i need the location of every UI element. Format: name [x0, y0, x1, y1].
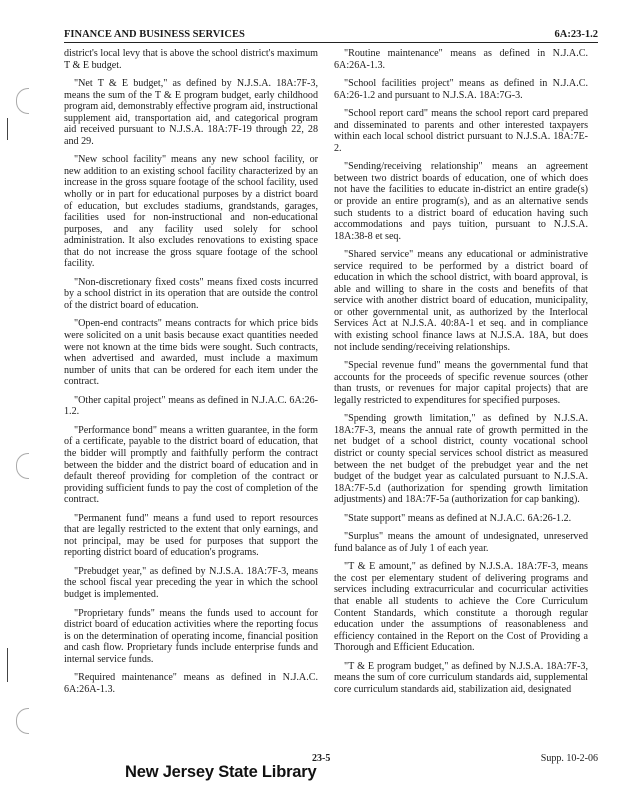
punch-hole-mark [16, 708, 29, 734]
margin-bar [7, 118, 8, 140]
definition-paragraph: "Proprietary funds" means the funds used to account for district board of education activities where the reporting focus is on the determination of operating income, financial position and cash flow. Proprietary funds include enterprise funds and internal service funds. [64, 607, 318, 665]
supplement-date: Supp. 10-2-06 [540, 753, 598, 764]
definition-paragraph: "Surplus" means the amount of undesignated, unreserved fund balance as of July 1 of each year. [334, 531, 588, 554]
definition-paragraph: "New school facility" means any new school facility, or new addition to an existing school facility characterized by an increase in the gross square footage of the school facility, used wholly or in part for educational purposes by a district board of education, but excludes stadiums, grandstands, garages, facilities used for non-instructional and non-educational purposes, and any facility used solely for school administration. It also excludes renovations to existing space that do not increase the gross square footage of the school facility. [64, 154, 318, 270]
left-column [64, 48, 318, 702]
definition-paragraph: "Open-end contracts" means contracts for which price bids were solicited on a unit basis because exact quantities needed were not known at the time bids were sought. Such contracts, when advertised and awarded, must include a maximum number of units that can be ordered for each item under the contract. [64, 318, 318, 388]
punch-hole-mark [16, 453, 29, 479]
definition-paragraph: "Sending/receiving relationship" means an agreement between two district boards of education, one of which does not have the facilities to educate in-district an entire grade(s) or provide an entire program(s), and as an alternative sends such students to a district board of education having such accommodations and pays tuition, pursuant to N.J.S.A. 18A:38-8 et seq. [334, 161, 588, 242]
definition-paragraph: "School report card" means the school report card prepared and disseminated to parents and other interested taxpayers within each local school district pursuant to N.J.S.A. 18A:7E-2. [334, 108, 588, 154]
header-rule [64, 42, 598, 43]
definition-paragraph: "Performance bond" means a written guarantee, in the form of a certificate, payable to the district board of education, that the bidder will promptly and faithfully perform the contract between the bidder and the district board of education and in default thereof providing for completion of the contract or providing sufficient funds to pay the cost of completion of the contract. [64, 424, 318, 506]
definition-paragraph: "Routine maintenance" means as defined in N.J.A.C. 6A:26A-1.3. [334, 48, 588, 71]
definition-paragraph: "T & E amount," as defined by N.J.S.A. 18A:7F-3, means the cost per elementary student of delivering programs and services including extracurricular and cocurricular activities that enable all students to achieve the Core Curriculum Content Standards, which constitute a thorough regular education under the assumptions of reasonableness and efficiency contained in the Report on the Cost of Providing a Thorough and Efficient Education. [334, 561, 588, 654]
definition-paragraph: "School facilities project" means as defined in N.J.A.C. 6A:26-1.2 and pursuant to N.J.S.A. 18A:7G-3. [334, 78, 588, 101]
definition-paragraph: district's local levy that is above the school district's maximum T & E budget. [64, 48, 318, 71]
page-number: 23-5 [312, 753, 331, 764]
definition-paragraph: "Prebudget year," as defined by N.J.S.A. 18A:7F-3, means the school fiscal year preceding the year in which the school budget is implemented. [64, 565, 318, 600]
definition-paragraph: "Other capital project" means as defined in N.J.A.C. 6A:26-1.2. [64, 394, 318, 418]
right-column [334, 48, 588, 702]
definition-paragraph: "Non-discretionary fixed costs" means fixed costs incurred by a school district in its operation that are outside the control of the district board of education. [64, 276, 318, 311]
section-citation: 6A:23-1.2 [554, 29, 598, 40]
section-title: FINANCE AND BUSINESS SERVICES [64, 29, 245, 40]
running-header [64, 29, 598, 43]
punch-hole-mark [16, 88, 29, 114]
library-watermark: New Jersey State Library [125, 763, 317, 781]
margin-bar [7, 648, 8, 682]
definition-paragraph: "Shared service" means any educational or administrative service required to be performed by a district board of education in which the school district, with board approval, is able and willing to share in the costs and benefits of that service with another district board of education, municipality, or other governmental unit, as authorized by the Interlocal Services Act at N.J.S.A. 40:8A-1 et seq. and in compliance with existing school finance laws at N.J.S.A. 18A, but does not include sending/receiving relationships. [334, 249, 588, 353]
definition-paragraph: "Spending growth limitation," as defined by N.J.S.A. 18A:7F-3, means the annual rate of growth permitted in the net budget of a school district, county vocational school district or county special services school district as measured between the net budget of the prebudget year and the net budget of the budget year as calculated pursuant to N.J.S.A. 18A:7F-5.d (authorization for spending growth limitation adjustments) and 18A:7F-5a (authorization for cap banking). [334, 413, 588, 506]
definition-paragraph: "State support" means as defined at N.J.A.C. 6A:26-1.2. [344, 512, 572, 524]
definition-paragraph: "Net T & E budget," as defined by N.J.S.A. 18A:7F-3, means the sum of the T & E program budget, early childhood program aid, demonstrably effective program aid, instructional supplement aid, transportation aid, and categorical program aid received pursuant to N.J.S.A. 18A:7F-19 through 22, 28 and 29. [64, 78, 318, 147]
definition-paragraph: "Permanent fund" means a fund used to report resources that are legally restricted to the extent that only earnings, and not principal, may be used for purposes that support the reporting district board of education's programs. [64, 512, 318, 559]
definition-paragraph: "T & E program budget," as defined by N.J.S.A. 18A:7F-3, means the sum of core curriculum standards aid, supplemental core curriculum standards aid, stabilization aid, designated [334, 660, 588, 695]
definition-paragraph: "Special revenue fund" means the governmental fund that accounts for the proceeds of specific revenue sources (other than trusts, or revenues for major capital projects) that are legally restricted to expenditures for specified purposes. [334, 360, 588, 406]
definition-paragraph: "Required maintenance" means as defined in N.J.A.C. 6A:26A-1.3. [64, 672, 318, 695]
